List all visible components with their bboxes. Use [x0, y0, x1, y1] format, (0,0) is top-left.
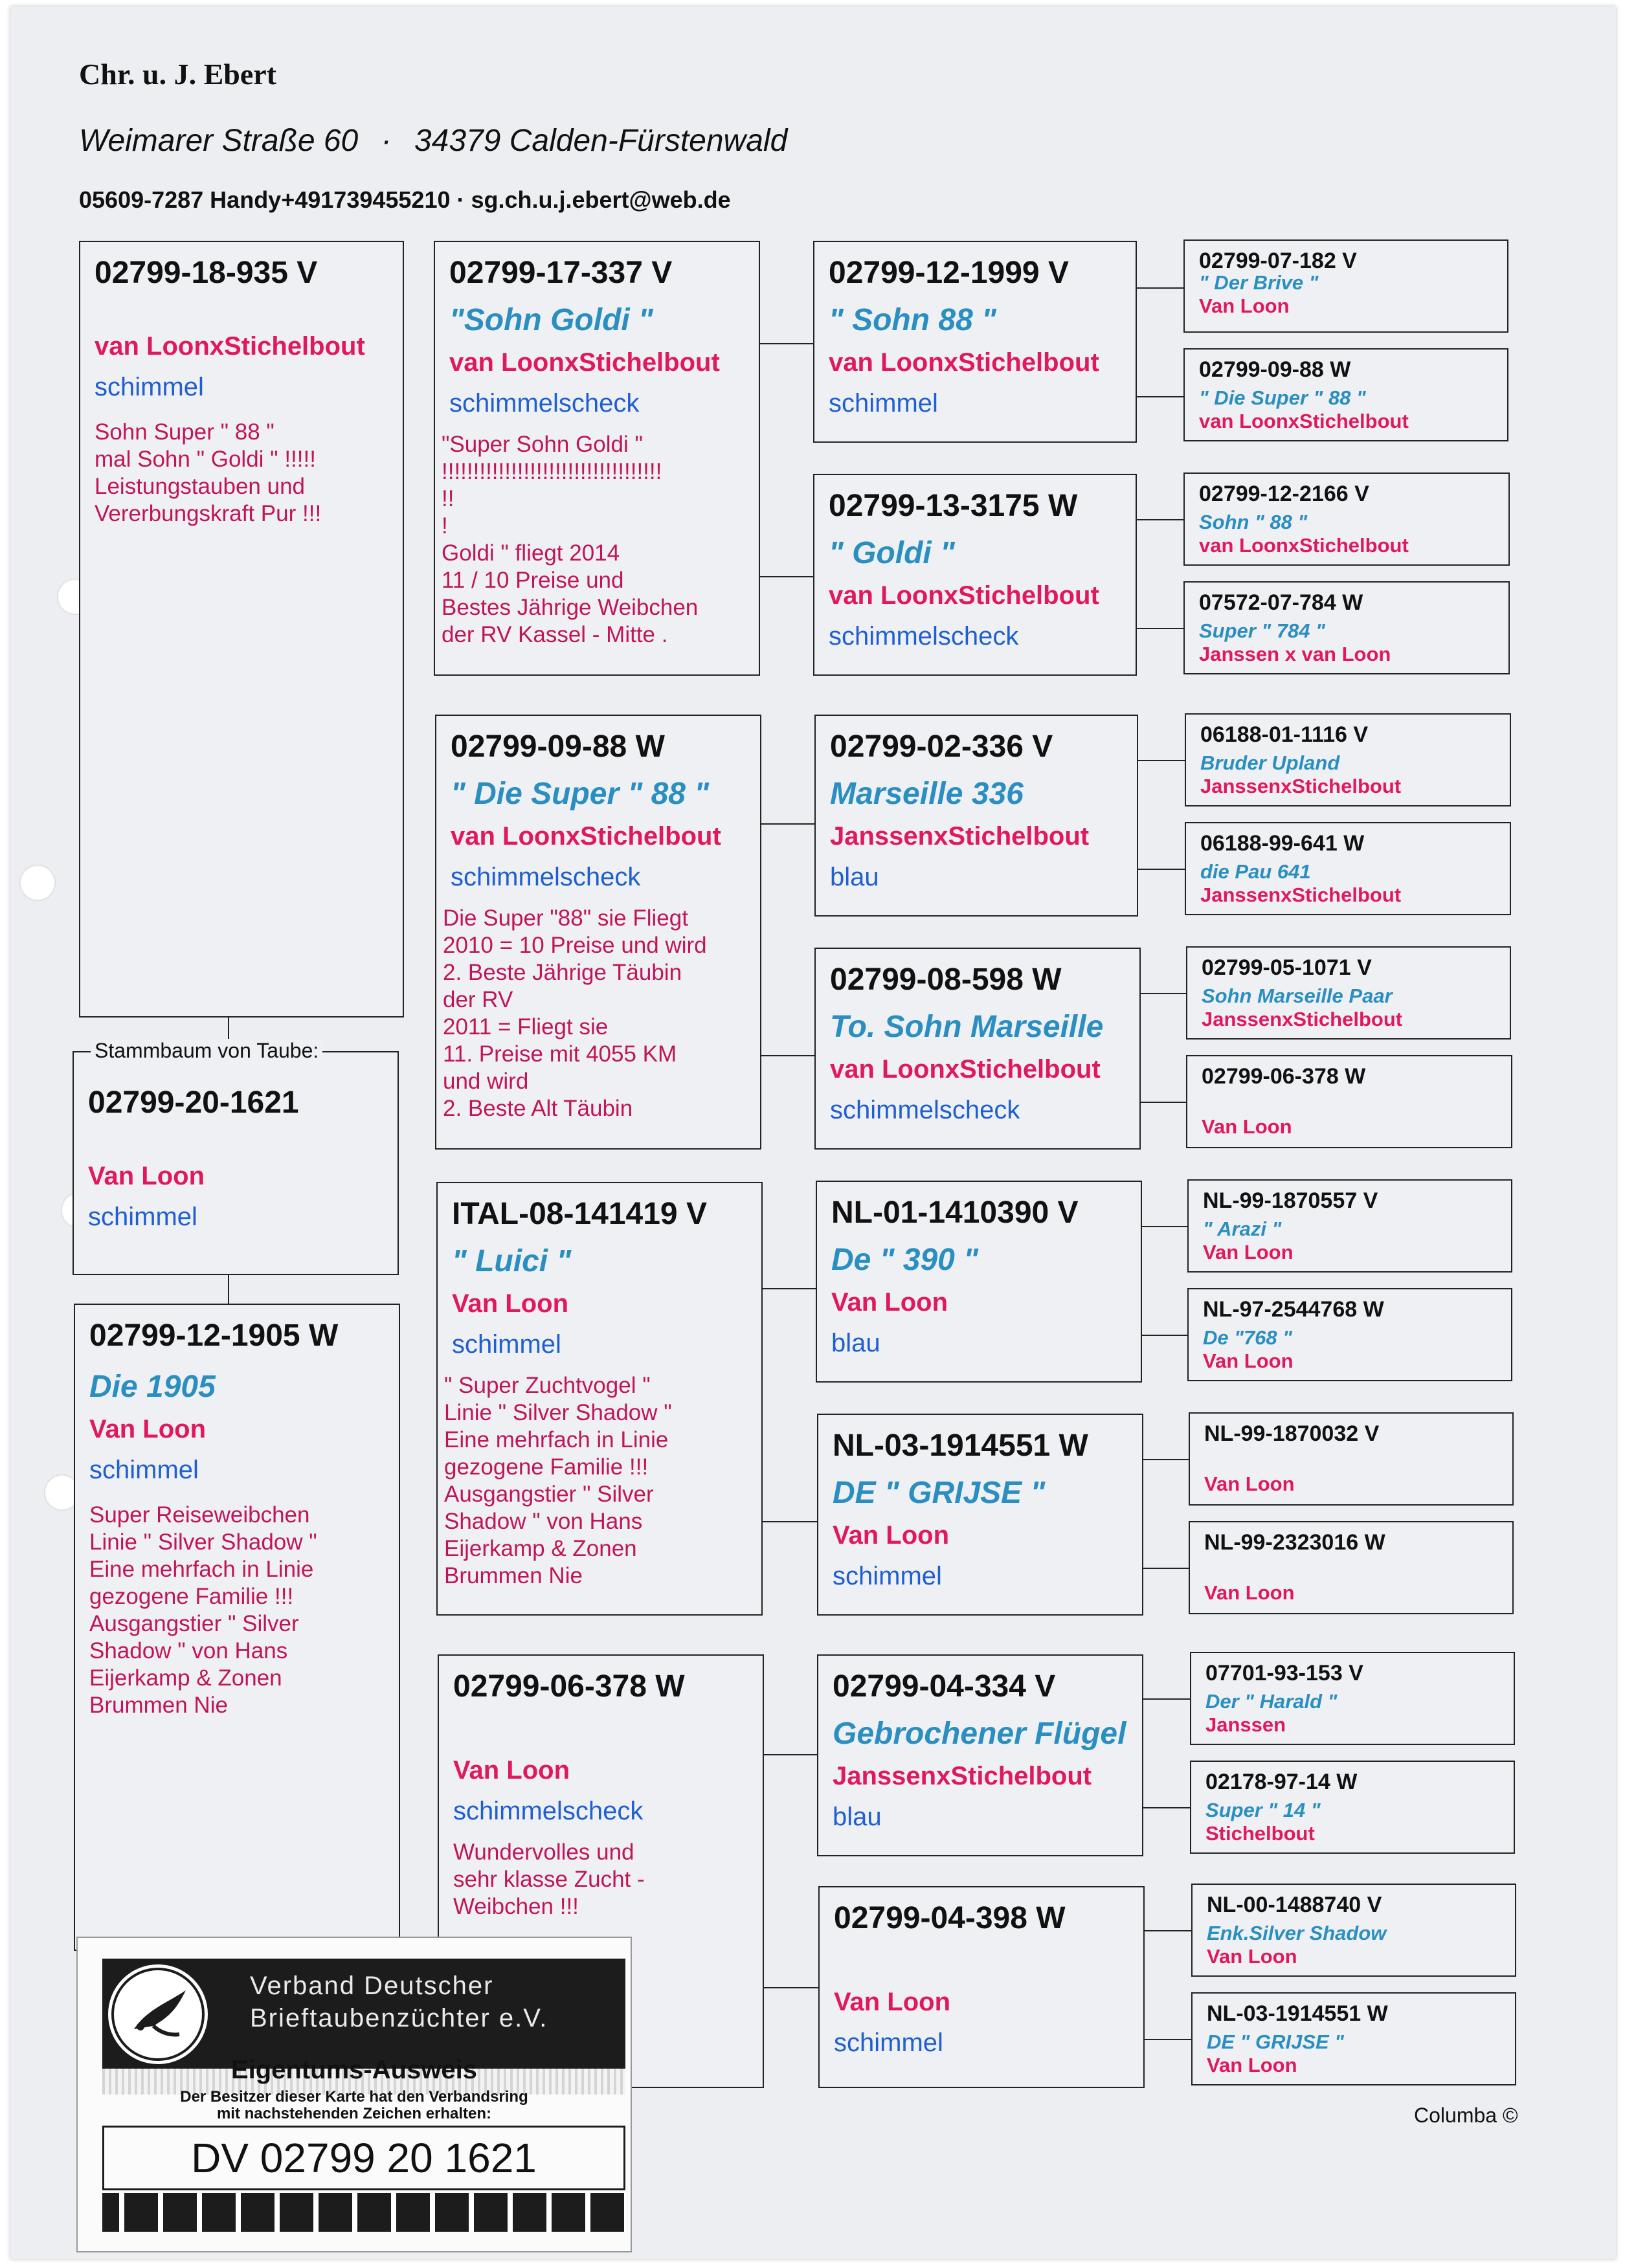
ownership-card: [76, 1937, 632, 2252]
great-grandparent-box: [817, 1414, 1143, 1616]
g4-box: [1187, 1179, 1512, 1273]
plumage-color: schimmel: [89, 1456, 199, 1484]
city: 34379 Calden-Fürstenwald: [414, 124, 788, 158]
pigeon-id: NL-99-2323016 W: [1204, 1530, 1385, 1555]
nickname: De " 390 ": [831, 1243, 978, 1277]
plumage-color: schimmelscheck: [830, 1096, 1020, 1124]
card-title: Eigentums-Ausweis: [230, 2056, 478, 2084]
breed: Van Loon: [1203, 1350, 1294, 1372]
connector-line: [1145, 2039, 1191, 2040]
pigeon-id: 02799-08-598 W: [830, 962, 1062, 997]
connector-line: [1137, 519, 1183, 520]
connector-line: [760, 576, 813, 577]
punch-hole: [19, 865, 56, 901]
pigeon-id: 02178-97-14 W: [1205, 1770, 1358, 1794]
pigeon-id: 02799-12-2166 V: [1199, 482, 1369, 506]
breed: JanssenxStichelbout: [833, 1762, 1092, 1790]
g4-box: [1191, 1884, 1516, 1977]
breed: Van Loon: [452, 1289, 568, 1318]
nickname: " Sohn 88 ": [829, 303, 996, 337]
nickname: " Arazi ": [1203, 1217, 1282, 1240]
pigeon-id: 02799-12-1905 W: [89, 1318, 339, 1353]
g4-box: [1183, 472, 1510, 566]
pigeon-id: 06188-01-1116 V: [1200, 722, 1369, 747]
connector-line: [1137, 628, 1183, 629]
card-header: [102, 1959, 625, 2069]
stammbaum-label: Stammbaum von Taube:: [91, 1039, 322, 1063]
pigeon-id: NL-97-2544768 W: [1203, 1297, 1384, 1322]
great-grandparent-box: [818, 1886, 1145, 2088]
separator: ·: [381, 124, 392, 158]
great-grandparent-box: [813, 241, 1137, 443]
breed: van LoonxStichelbout: [449, 348, 720, 377]
pigeon-id: 02799-12-1999 V: [829, 256, 1069, 290]
breed: JanssenxStichelbout: [830, 822, 1090, 850]
pigeon-id: NL-99-1870032 V: [1204, 1421, 1380, 1446]
ring-number: DV 02799 20 1621: [191, 2135, 537, 2181]
breeder-address: [79, 123, 787, 159]
breed: van LoonxStichelbout: [829, 581, 1099, 610]
pigeon-id: NL-00-1488740 V: [1207, 1893, 1382, 1917]
card-number-box: [102, 2126, 625, 2190]
mother-note: Super Reiseweibchen Linie " Silver Shadow " Eine mehrfach in Linie gezogene Familie !!! Ausgangstier " Silver Shadow " von Hans Eijerkamp & Zonen Brummen Nie: [89, 1502, 317, 1718]
breed: Van Loon: [1199, 295, 1290, 317]
plumage-color: blau: [833, 1803, 882, 1831]
connector-line: [761, 823, 814, 825]
pigeon-id: 02799-09-88 W: [1199, 357, 1351, 382]
breed: Van Loon: [1203, 1241, 1294, 1263]
breed: Van Loon: [1202, 1115, 1292, 1138]
nickname: Die 1905: [89, 1370, 216, 1404]
connector-line: [763, 1521, 817, 1522]
connector-line: [1142, 1226, 1187, 1227]
nickname: Gebrochener Flügel: [833, 1717, 1126, 1751]
pigeon-id: 02799-17-337 V: [449, 256, 673, 290]
grandparent-box: [435, 715, 761, 1150]
connector-line: [760, 343, 813, 344]
nickname: To. Sohn Marseille: [830, 1010, 1104, 1044]
nickname: DE " GRIJSE ": [833, 1476, 1046, 1510]
nickname: " Der Brive ": [1199, 271, 1319, 294]
connector-line: [228, 1275, 229, 1305]
great-grandparent-box: [814, 948, 1141, 1150]
g4-box: [1190, 1652, 1515, 1745]
connector-line: [764, 1754, 817, 1755]
breed: van LoonxStichelbout: [1199, 534, 1409, 557]
father-note: Sohn Super " 88 " mal Sohn " Goldi " !!!!! Leistungstauben und Vererbungskraft Pur !!!: [95, 419, 322, 526]
plumage-color: schimmel: [88, 1203, 197, 1231]
breed: Van Loon: [453, 1756, 570, 1784]
grandparent-box: [436, 1182, 763, 1616]
card-border-pattern: [102, 2193, 625, 2232]
breed: JanssenxStichelbout: [1202, 1008, 1403, 1030]
grandparent-note: "Super Sohn Goldi " !!!!!!!!!!!!!!!!!!!!!!!!!!!!!!!!!!! !! ! Goldi " fliegt 2014 11 / 10 Preise und Bestes Jährige Weibchen der RV Kassel - Mitte .: [442, 432, 699, 647]
nickname: De "768 ": [1203, 1326, 1292, 1349]
nickname: Super " 14 ": [1205, 1799, 1321, 1821]
connector-line: [1137, 287, 1183, 289]
pigeon-id: 02799-04-398 W: [834, 1901, 1066, 1935]
pigeon-id: ITAL-08-141419 V: [452, 1197, 707, 1231]
breed: JanssenxStichelbout: [1200, 775, 1402, 797]
connector-line: [1143, 1698, 1190, 1700]
g4-box: [1185, 713, 1511, 806]
pigeon-logo-icon: [106, 1962, 210, 2066]
nickname: Sohn Marseille Paar: [1202, 984, 1393, 1007]
subject-box: [73, 1051, 399, 1275]
connector-line: [1142, 1335, 1187, 1336]
breed: Van Loon: [834, 1988, 950, 2016]
nickname: " Die Super " 88 ": [451, 777, 710, 811]
plumage-color: schimmel: [95, 373, 204, 401]
pigeon-id: 02799-05-1071 V: [1202, 955, 1372, 980]
pigeon-id: 07701-93-153 V: [1205, 1661, 1363, 1685]
connector-line: [1141, 993, 1186, 994]
breed: Stichelbout: [1205, 1822, 1315, 1845]
plumage-color: blau: [831, 1329, 880, 1357]
street: Weimarer Straße 60: [79, 124, 359, 158]
pigeon-id: 07572-07-784 W: [1199, 590, 1363, 615]
copyright: Columba ©: [1414, 2104, 1518, 2127]
plumage-color: schimmelscheck: [829, 622, 1019, 650]
connector-line: [1137, 396, 1183, 397]
plumage-color: schimmel: [452, 1330, 561, 1359]
breed: Van Loon: [833, 1521, 949, 1550]
nickname: " Die Super " 88 ": [1199, 386, 1366, 409]
breed: Van Loon: [1207, 2054, 1297, 2076]
nickname: " Goldi ": [829, 536, 955, 570]
pigeon-id: 02799-13-3175 W: [829, 489, 1078, 523]
card-org-line1: Verband Deutscher: [250, 1972, 494, 2000]
pigeon-id: NL-01-1410390 V: [831, 1195, 1079, 1230]
pigeon-id: NL-03-1914551 W: [1207, 2001, 1388, 2026]
pigeon-id: 06188-99-641 W: [1200, 831, 1365, 856]
nickname: " Luici ": [452, 1244, 572, 1278]
pigeon-id: NL-03-1914551 W: [833, 1429, 1088, 1463]
father-box: [79, 241, 404, 1017]
grandparent-box: [434, 241, 760, 676]
connector-line: [1143, 1568, 1189, 1569]
connector-line: [761, 1055, 817, 1056]
plumage-color: schimmel: [833, 1562, 942, 1590]
pigeon-id: 02799-20-1621: [88, 1085, 299, 1120]
g4-box: [1183, 239, 1508, 333]
breed: van LoonxStichelbout: [95, 332, 365, 361]
g4-box: [1189, 1521, 1514, 1614]
pigeon-id: 02799-07-182 V: [1199, 249, 1357, 273]
breed: Van Loon: [1204, 1473, 1295, 1495]
breeder-contact: 05609-7287 Handy+491739455210 · sg.ch.u.j.ebert@web.de: [79, 186, 731, 213]
breed: Van Loon: [89, 1415, 206, 1443]
plumage-color: schimmelscheck: [449, 389, 640, 417]
card-subtitle-line2: mit nachstehenden Zeichen erhalten:: [216, 2105, 492, 2122]
connector-line: [1138, 869, 1185, 870]
pigeon-id: 02799-02-336 V: [830, 729, 1053, 764]
connector-line: [763, 1288, 816, 1289]
breed: Van Loon: [831, 1288, 948, 1317]
nickname: Enk.Silver Shadow: [1207, 1922, 1387, 1944]
connector-line: [1138, 760, 1185, 761]
g4-box: [1183, 348, 1508, 441]
pigeon-id: 02799-06-378 W: [1202, 1064, 1366, 1089]
g4-box: [1189, 1412, 1514, 1506]
nickname: Super " 784 ": [1199, 619, 1325, 642]
plumage-color: schimmel: [829, 389, 938, 417]
nickname: "Sohn Goldi ": [449, 303, 653, 337]
great-grandparent-box: [817, 1654, 1143, 1856]
nickname: Bruder Upland: [1200, 751, 1340, 774]
plumage-color: schimmelscheck: [453, 1797, 644, 1825]
nickname: Marseille 336: [830, 777, 1024, 811]
grandparent-note: " Super Zuchtvogel " Linie " Silver Shadow " Eine mehrfach in Linie gezogene Familie !!! Ausgangstier " Silver Shadow " von Hans Eijerkamp & Zonen Brummen Nie: [444, 1373, 672, 1588]
pigeon-id: 02799-06-378 W: [453, 1669, 685, 1704]
plumage-color: schimmel: [834, 2029, 943, 2057]
breed: Van Loon: [1207, 1945, 1297, 1968]
connector-line: [1141, 1102, 1186, 1103]
g4-box: [1186, 946, 1511, 1040]
breed: van LoonxStichelbout: [829, 348, 1099, 377]
card-org-line2: Brieftaubenzüchter e.V.: [250, 2004, 548, 2032]
g4-box: [1190, 1761, 1515, 1854]
nickname: DE " GRIJSE ": [1207, 2030, 1345, 2053]
nickname: Sohn " 88 ": [1199, 511, 1308, 533]
connector-line: [1145, 1930, 1191, 1931]
great-grandparent-box: [814, 715, 1138, 917]
g4-box: [1183, 581, 1510, 674]
plumage-color: schimmelscheck: [451, 863, 641, 891]
mother-box: [74, 1304, 400, 1951]
g4-box: [1186, 1055, 1512, 1148]
pigeon-id: 02799-18-935 V: [95, 256, 318, 290]
breed: van LoonxStichelbout: [1199, 410, 1409, 432]
breed: JanssenxStichelbout: [1200, 884, 1402, 906]
great-grandparent-box: [813, 474, 1137, 676]
grandparent-note: Wundervolles und sehr klasse Zucht - Weibchen !!!: [453, 1840, 645, 1919]
g4-box: [1187, 1288, 1512, 1381]
connector-line: [1143, 1807, 1190, 1808]
great-grandparent-box: [816, 1181, 1142, 1383]
breed: Van Loon: [1204, 1581, 1295, 1604]
pigeon-id: NL-99-1870557 V: [1203, 1188, 1378, 1213]
pigeon-id: 02799-09-88 W: [451, 729, 665, 764]
breed: Janssen: [1205, 1713, 1286, 1736]
breed: van LoonxStichelbout: [830, 1055, 1101, 1084]
connector-line: [764, 1987, 818, 1988]
grandparent-note: Die Super "88" sie Fliegt 2010 = 10 Preise und wird 2. Beste Jährige Täubin der RV 2011 = Fliegt sie 11. Preise mit 4055 KM und wird 2. Beste Alt Täubin: [443, 906, 707, 1121]
plumage-color: blau: [830, 863, 879, 891]
nickname: Der " Harald ": [1205, 1690, 1338, 1713]
breed: van LoonxStichelbout: [451, 822, 721, 850]
pigeon-id: 02799-04-334 V: [833, 1669, 1056, 1704]
g4-box: [1185, 822, 1511, 915]
card-subtitle-line1: Der Besitzer dieser Karte hat den Verbandsring: [180, 2088, 528, 2106]
breed: Janssen x van Loon: [1199, 643, 1391, 665]
nickname: die Pau 641: [1200, 860, 1311, 883]
g4-box: [1191, 1992, 1516, 2085]
breeder-name: Chr. u. J. Ebert: [79, 58, 276, 91]
breed: Van Loon: [88, 1162, 205, 1190]
connector-line: [1143, 1459, 1189, 1460]
